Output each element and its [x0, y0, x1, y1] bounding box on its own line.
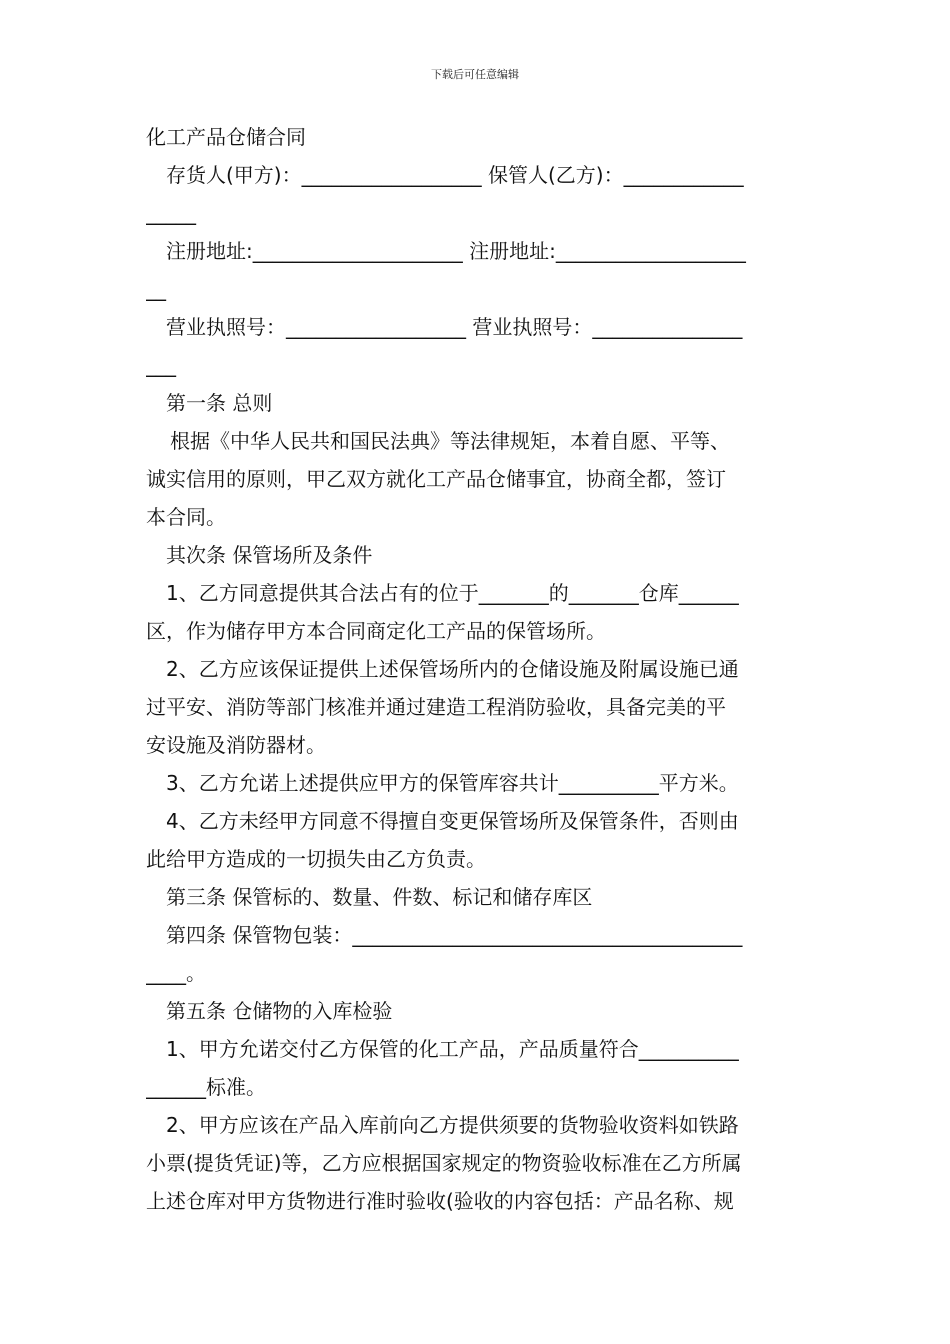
clause-line: 1、乙方同意提供其合法占有的位于_______的_______仓库______ [166, 581, 739, 605]
clause-line: 此给甲方造成的一切损失由乙方负责。 [146, 847, 486, 871]
clause-line: 安设施及消防器材。 [146, 733, 326, 757]
article-heading: 第三条 保管标的、数量、件数、标记和储存库区 [166, 885, 593, 909]
paragraph-line: 本合同。 [146, 505, 226, 529]
paragraph-line: 根据《中华人民共和国民法典》等法律规矩，本着自愿、平等、 [170, 429, 730, 453]
clause-line: 区，作为储存甲方本合同商定化工产品的保管场所。 [146, 619, 606, 643]
article-heading-continuation: ____。 [146, 961, 206, 985]
clause-line: 小票(提货凭证)等，乙方应根据国家规定的物资验收标准在乙方所属 [146, 1151, 742, 1175]
article-heading: 第一条 总则 [166, 391, 273, 415]
article-heading: 其次条 保管场所及条件 [166, 543, 373, 567]
clause-line: 2、乙方应该保证提供上述保管场所内的仓储设施及附属设施已通 [166, 657, 739, 681]
clause-line: ______标准。 [146, 1075, 266, 1099]
paragraph-line: 诚实信用的原则，甲乙双方就化工产品仓储事宜，协商全都，签订 [146, 467, 726, 491]
clause-line: 过平安、消防等部门核准并通过建造工程消防验收，具备完美的平 [146, 695, 726, 719]
clause-line: 上述仓库对甲方货物进行准时验收(验收的内容包括：产品名称、规 [146, 1189, 734, 1213]
clause-line: 2、甲方应该在产品入库前向乙方提供须要的货物验收资料如铁路 [166, 1113, 739, 1137]
address-line-continuation: __ [146, 277, 166, 301]
contract-title: 化工产品仓储合同 [146, 125, 306, 149]
clause-line: 3、乙方允诺上述提供应甲方的保管库容共计__________平方米。 [166, 771, 739, 795]
address-line: 注册地址:_____________________ 注册地址:___________________ [166, 239, 746, 263]
contract-body [146, 118, 806, 1220]
article-heading: 第五条 仓储物的入库检验 [166, 999, 393, 1023]
article-heading: 第四条 保管物包装：_______________________________________ [166, 923, 743, 947]
license-line-continuation: ___ [146, 353, 176, 377]
clause-line: 1、甲方允诺交付乙方保管的化工产品，产品质量符合__________ [166, 1037, 739, 1061]
party-line-depositor: 存货人(甲方)：__________________ 保管人(乙方)：____________ [166, 163, 744, 187]
page-header-note: 下载后可任意编辑 [431, 68, 519, 81]
party-line-continuation: _____ [146, 201, 196, 225]
license-line: 营业执照号：__________________ 营业执照号：_______________ [166, 315, 743, 339]
clause-line: 4、乙方未经甲方同意不得擅自变更保管场所及保管条件，否则由 [166, 809, 739, 833]
